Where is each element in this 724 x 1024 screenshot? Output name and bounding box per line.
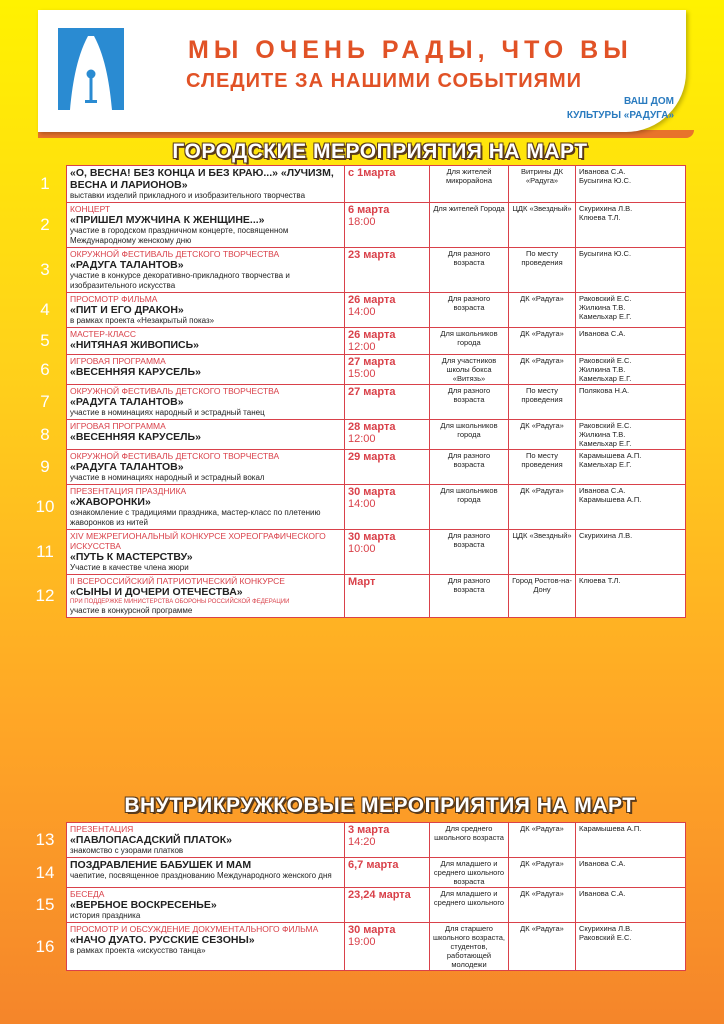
responsible-person: Иванова С.А. <box>579 859 626 868</box>
responsible-person: Камельхар Е.Г. <box>579 374 632 383</box>
responsible-person: Клюева Т.Л. <box>579 576 621 585</box>
row-number: 2 <box>40 215 50 234</box>
responsible-person: Полякова Н.А. <box>579 386 630 395</box>
event-date: 29 марта <box>348 451 396 463</box>
event-name: «НИТЯНАЯ ЖИВОПИСЬ» <box>70 339 200 351</box>
event-cell <box>67 530 345 575</box>
responsible-person: Карамышева А.П. <box>579 495 642 504</box>
row-number: 4 <box>40 300 50 319</box>
date-cell <box>345 248 430 293</box>
table-row <box>67 328 686 355</box>
event-name: «О, ВЕСНА! БЕЗ КОНЦА И БЕЗ КРАЮ...» «ЛУЧИЗМ, ВЕСНА И ЛАРИОНОВ» <box>70 167 334 191</box>
event-date: 30 марта <box>348 924 396 936</box>
date-cell <box>345 530 430 575</box>
responsible-cell <box>576 485 686 530</box>
event-name: «ПРИШЕЛ МУЖЧИНА К ЖЕНЩИНЕ...» <box>70 214 265 226</box>
event-description: в рамках проекта «Незакрытый показ» <box>70 316 215 325</box>
responsible-person: Камельхар Е.Г. <box>579 312 632 321</box>
event-cell <box>67 385 345 420</box>
event-type: ПРЕЗЕНТАЦИЯ <box>70 824 134 834</box>
event-cell <box>67 888 345 923</box>
event-name: «РАДУГА ТАЛАНТОВ» <box>70 461 184 473</box>
responsible-person: Иванова С.А. <box>579 329 626 338</box>
section-title-city-events: ГОРОДСКИЕ МЕРОПРИЯТИЯ НА МАРТ <box>172 140 588 163</box>
date-cell <box>345 888 430 923</box>
date-cell <box>345 420 430 450</box>
header-title-line1: МЫ ОЧЕНЬ РАДЫ, ЧТО ВЫ <box>188 36 633 64</box>
event-name: «ВЕСЕННЯЯ КАРУСЕЛЬ» <box>70 366 201 378</box>
responsible-person: Жилкина Т.В. <box>579 365 626 374</box>
responsible-person: Скурихина Л.В. <box>579 924 633 933</box>
header-subtitle-line1: ВАШ ДОМ <box>623 96 674 107</box>
event-type: ОКРУЖНОЙ ФЕСТИВАЛЬ ДЕТСКОГО ТВОРЧЕСТВА <box>70 249 280 259</box>
event-cell <box>67 858 345 888</box>
place-cell: ДК «Радуга» <box>509 823 576 858</box>
event-name: «ВЕРБНОЕ ВОСКРЕСЕНЬЕ» <box>70 899 217 911</box>
table-row <box>67 248 686 293</box>
responsible-cell <box>576 385 686 420</box>
event-date: 23,24 марта <box>348 889 411 901</box>
event-date: 26 марта <box>348 294 396 306</box>
event-description: выставки изделий прикладного и изобразительного творчества <box>70 191 306 200</box>
event-type: XIV МЕЖРЕГИОНАЛЬНЫЙ КОНКУРСЕ ХОРЕОГРАФИЧЕСКОГО ИСКУССТВА <box>70 531 326 551</box>
event-time: 12:00 <box>348 433 376 445</box>
event-date: 30 марта <box>348 531 396 543</box>
table-row <box>67 450 686 485</box>
date-cell <box>345 385 430 420</box>
event-cell <box>67 328 345 355</box>
responsible-person: Бусыгина Ю.С. <box>579 176 632 185</box>
audience-cell: Для школьников города <box>430 420 509 450</box>
date-cell <box>345 823 430 858</box>
event-description: участие в городском праздничном концерте, посвященном Международному женскому дню <box>70 226 289 245</box>
event-description: знакомство с узорами платков <box>70 846 184 855</box>
event-date: 27 марта <box>348 386 396 398</box>
event-date: 30 марта <box>348 486 396 498</box>
responsible-person: Иванова С.А. <box>579 167 626 176</box>
event-type: КОНЦЕРТ <box>70 204 111 214</box>
event-name: «РАДУГА ТАЛАНТОВ» <box>70 259 184 271</box>
event-date: 3 марта <box>348 824 390 836</box>
place-cell: ДК «Радуга» <box>509 420 576 450</box>
date-cell <box>345 328 430 355</box>
row-number: 12 <box>35 586 55 605</box>
event-time: 15:00 <box>348 368 376 380</box>
event-date: 26 марта <box>348 329 396 341</box>
event-name: «РАДУГА ТАЛАНТОВ» <box>70 396 184 408</box>
event-cell <box>67 203 345 248</box>
event-name: «ПАВЛОПАСАДСКИЙ ПЛАТОК» <box>70 834 233 846</box>
event-type: ОКРУЖНОЙ ФЕСТИВАЛЬ ДЕТСКОГО ТВОРЧЕСТВА <box>70 386 280 396</box>
event-date: 23 марта <box>348 249 396 261</box>
audience-cell: Для школьников города <box>430 328 509 355</box>
event-time: 19:00 <box>348 936 376 948</box>
event-type: ПРЕЗЕНТАЦИЯ ПРАЗДНИКА <box>70 486 187 496</box>
place-cell: Витрины ДК «Радуга» <box>509 166 576 203</box>
event-type: II ВСЕРОССИЙСКИЙ ПАТРИОТИЧЕСКИЙ КОНКУРСЕ <box>70 576 285 586</box>
table-row <box>67 166 686 203</box>
event-date: Март <box>348 576 376 588</box>
event-name: «ПУТЬ К МАСТЕРСТВУ» <box>70 551 193 563</box>
place-cell: ДК «Радуга» <box>509 858 576 888</box>
table-row <box>67 823 686 858</box>
event-cell <box>67 575 345 618</box>
responsible-cell <box>576 166 686 203</box>
audience-cell: Для разного возраста <box>430 530 509 575</box>
event-cell <box>67 450 345 485</box>
responsible-cell <box>576 923 686 971</box>
date-cell <box>345 355 430 385</box>
date-cell <box>345 858 430 888</box>
responsible-person: Скурихина Л.В. <box>579 531 633 540</box>
date-cell <box>345 166 430 203</box>
date-cell <box>345 450 430 485</box>
table-row <box>67 485 686 530</box>
table-row <box>67 355 686 385</box>
audience-cell: Для жителей Города <box>430 203 509 248</box>
row-number: 1 <box>40 174 50 193</box>
responsible-person: Раковский Е.С. <box>579 294 632 303</box>
event-description: ознакомление с традициями праздника, мастер-класс по плетению жаворонков из нитей <box>70 508 321 527</box>
row-number: 3 <box>40 260 50 279</box>
row-number: 8 <box>40 424 50 444</box>
event-cell <box>67 248 345 293</box>
header-subtitle <box>514 95 674 123</box>
row-number: 13 <box>35 830 55 849</box>
place-cell: ДК «Радуга» <box>509 293 576 328</box>
event-type: ИГРОВАЯ ПРОГРАММА <box>70 356 166 366</box>
header-banner <box>38 10 686 132</box>
events-table-city <box>66 165 686 618</box>
place-cell: По месту проведения <box>509 248 576 293</box>
event-type: БЕСЕДА <box>70 889 105 899</box>
table-row <box>67 530 686 575</box>
responsible-cell <box>576 888 686 923</box>
event-description: Участие в качестве члена жюри <box>70 563 189 572</box>
section-title-internal-events: ВНУТРИКРУЖКОВЫЕ МЕРОПРИЯТИЯ НА МАРТ <box>124 794 636 817</box>
event-type: ИГРОВАЯ ПРОГРАММА <box>70 421 166 431</box>
table-row <box>67 385 686 420</box>
event-cell <box>67 355 345 385</box>
event-cell <box>67 485 345 530</box>
event-date: 6,7 марта <box>348 859 399 871</box>
place-cell: ДК «Радуга» <box>509 485 576 530</box>
table-row <box>67 888 686 923</box>
table-row <box>67 575 686 618</box>
event-cell <box>67 166 345 203</box>
event-time: 12:00 <box>348 341 376 353</box>
responsible-person: Раковский Е.С. <box>579 933 632 942</box>
event-description: чаепитие, посвященное празднованию Международного женского дня <box>70 871 332 880</box>
audience-cell: Для среднего школьного возраста <box>430 823 509 858</box>
responsible-person: Карамышева А.П. <box>579 824 642 833</box>
place-cell: ДК «Радуга» <box>509 923 576 971</box>
event-cell <box>67 823 345 858</box>
responsible-cell <box>576 575 686 618</box>
event-name: ПОЗДРАВЛЕНИЕ БАБУШЕК И МАМ <box>70 859 252 871</box>
responsible-cell <box>576 530 686 575</box>
event-time: 14:00 <box>348 306 376 318</box>
place-cell: ДК «Радуга» <box>509 328 576 355</box>
event-note: ПРИ ПОДДЕРЖКЕ МИНИСТЕРСТВА ОБОРОНЫ РОССИЙСКОЙ ФЕДЕРАЦИИ <box>70 599 290 605</box>
responsible-cell <box>576 293 686 328</box>
responsible-cell <box>576 203 686 248</box>
responsible-person: Камельхар Е.Г. <box>579 460 632 469</box>
responsible-cell <box>576 823 686 858</box>
event-cell <box>67 293 345 328</box>
header-title-line2: СЛЕДИТЕ ЗА НАШИМИ СОБЫТИЯМИ <box>186 70 582 92</box>
place-cell: ЦДК «Звездный» <box>509 530 576 575</box>
event-name: «ВЕСЕННЯЯ КАРУСЕЛЬ» <box>70 431 201 443</box>
responsible-cell <box>576 248 686 293</box>
responsible-person: Раковский Е.С. <box>579 421 632 430</box>
row-number: 11 <box>36 542 54 561</box>
date-cell <box>345 203 430 248</box>
responsible-person: Камельхар Е.Г. <box>579 439 632 448</box>
event-description: участие в конкурсе декоративно-прикладного творчества и изобразительного искусства <box>70 271 290 290</box>
audience-cell: Для разного возраста <box>430 385 509 420</box>
responsible-person: Раковский Е.С. <box>579 356 632 365</box>
date-cell <box>345 575 430 618</box>
place-cell: ДК «Радуга» <box>509 888 576 923</box>
event-date: с 1марта <box>348 167 396 179</box>
row-number: 7 <box>40 392 50 411</box>
place-cell: ДК «Радуга» <box>509 355 576 385</box>
event-description: в рамках проекта «искусство танца» <box>70 946 206 955</box>
row-number: 16 <box>35 936 55 956</box>
event-name: «НАЧО ДУАТО. РУССКИЕ СЕЗОНЫ» <box>70 934 255 946</box>
events-table-internal <box>66 822 686 971</box>
event-description: участие в номинациях народный и эстрадный танец <box>70 408 265 417</box>
event-date: 6 марта <box>348 204 390 216</box>
responsible-person: Иванова С.А. <box>579 486 626 495</box>
place-cell: По месту проведения <box>509 450 576 485</box>
responsible-person: Клюева Т.Л. <box>579 213 621 222</box>
audience-cell: Для разного возраста <box>430 293 509 328</box>
responsible-person: Жилкина Т.В. <box>579 430 626 439</box>
event-time: 14:00 <box>348 498 376 510</box>
event-cell <box>67 923 345 971</box>
row-number: 14 <box>35 862 55 882</box>
audience-cell: Для разного возраста <box>430 450 509 485</box>
row-number: 15 <box>35 895 55 914</box>
event-date: 27 марта <box>348 356 396 368</box>
place-cell: ЦДК «Звездный» <box>509 203 576 248</box>
event-cell <box>67 420 345 450</box>
row-number: 10 <box>35 497 55 516</box>
responsible-person: Карамышева А.П. <box>579 451 642 460</box>
audience-cell: Для младшего и среднего школьного <box>430 888 509 923</box>
audience-cell: Для младшего и среднего школьного возраста <box>430 858 509 888</box>
responsible-cell <box>576 450 686 485</box>
event-type: ПРОСМОТР И ОБСУЖДЕНИЕ ДОКУМЕНТАЛЬНОГО ФИЛЬМА <box>70 924 319 934</box>
table-row <box>67 293 686 328</box>
event-time: 18:00 <box>348 216 376 228</box>
date-cell <box>345 485 430 530</box>
event-type: МАСТЕР-КЛАСС <box>70 329 137 339</box>
audience-cell: Для жителей микрорайона <box>430 166 509 203</box>
table-row <box>67 203 686 248</box>
event-name: «ПИТ И ЕГО ДРАКОН» <box>70 304 184 316</box>
row-number: 5 <box>40 331 50 350</box>
event-description: участие в конкурсной программе <box>70 606 193 615</box>
responsible-cell <box>576 355 686 385</box>
responsible-cell <box>576 420 686 450</box>
responsible-person: Бусыгина Ю.С. <box>579 249 632 258</box>
event-name: «ЖАВОРОНКИ» <box>70 496 151 508</box>
responsible-person: Скурихина Л.В. <box>579 204 633 213</box>
responsible-person: Жилкина Т.В. <box>579 303 626 312</box>
responsible-cell <box>576 858 686 888</box>
header-subtitle-line2: КУЛЬТУРЫ «РАДУГА» <box>566 110 674 121</box>
place-cell: По месту проведения <box>509 385 576 420</box>
audience-cell: Для разного возраста <box>430 248 509 293</box>
responsible-cell <box>576 328 686 355</box>
row-number: 9 <box>40 457 50 476</box>
place-cell: Город Ростов-на-Дону <box>509 575 576 618</box>
event-description: участие в номинациях народный и эстрадный вокал <box>70 473 265 482</box>
event-type: ОКРУЖНОЙ ФЕСТИВАЛЬ ДЕТСКОГО ТВОРЧЕСТВА <box>70 451 280 461</box>
table-row <box>67 923 686 971</box>
event-description: история праздника <box>70 911 141 920</box>
responsible-person: Иванова С.А. <box>579 889 626 898</box>
event-name: «СЫНЫ И ДОЧЕРИ ОТЕЧЕСТВА» <box>70 586 243 598</box>
row-number: 6 <box>40 359 50 379</box>
theater-stage-microphone-icon <box>58 28 124 110</box>
event-type: ПРОСМОТР ФИЛЬМА <box>70 294 158 304</box>
event-time: 14:20 <box>348 836 376 848</box>
audience-cell: Для разного возраста <box>430 575 509 618</box>
date-cell <box>345 293 430 328</box>
table-row <box>67 858 686 888</box>
audience-cell: Для участников школы бокса «Витязь» <box>430 355 509 385</box>
audience-cell: Для школьников города <box>430 485 509 530</box>
audience-cell: Для старшего школьного возраста, студентов, работающей молодежи <box>430 923 509 971</box>
table-row <box>67 420 686 450</box>
date-cell <box>345 923 430 971</box>
event-date: 28 марта <box>348 421 396 433</box>
event-time: 10:00 <box>348 543 376 555</box>
